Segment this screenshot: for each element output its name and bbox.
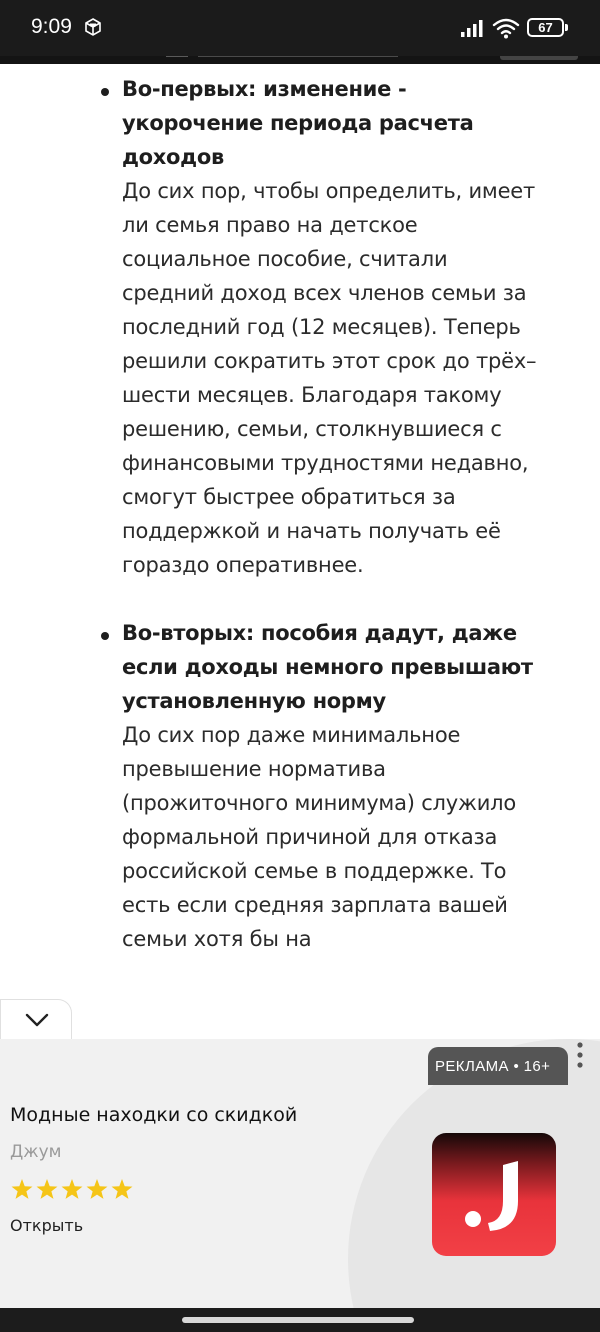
app-notification-icon xyxy=(84,18,102,36)
header-logo-fragment xyxy=(166,56,188,57)
item-heading: Во-первых: изменение - укорочение периода расчета доходов xyxy=(122,77,474,169)
advertiser-logo[interactable] xyxy=(432,1133,556,1256)
item-body: До сих пор даже минимальное превышение норматива (прожиточного минимума) служило формальной причиной для отказа российской семье в поддержке. То есть если средняя зарплата вашей семьи хотя бы на xyxy=(122,723,517,951)
rating-stars xyxy=(10,1178,134,1202)
chevron-down-icon xyxy=(25,1012,49,1028)
ad-label: РЕКЛАМА • 16+ xyxy=(435,1058,551,1075)
status-bar xyxy=(0,0,600,56)
article-content xyxy=(0,64,600,1044)
star-icon xyxy=(37,1179,58,1199)
battery-icon xyxy=(527,18,564,37)
list-item xyxy=(0,616,600,956)
star-icon xyxy=(112,1179,133,1199)
item-heading: Во-вторых: пособия дадут, даже если доходы немного превышают установленную норму xyxy=(122,621,533,713)
header-title-fragment xyxy=(198,56,398,57)
wifi-icon xyxy=(492,17,520,39)
star-icon xyxy=(12,1179,33,1199)
list-item xyxy=(0,72,600,582)
signal-icon xyxy=(460,19,486,37)
header-button-fragment[interactable] xyxy=(500,56,578,60)
article-list xyxy=(0,72,600,956)
status-time: 9:09 xyxy=(31,15,72,38)
home-gesture-handle[interactable] xyxy=(182,1317,414,1323)
joom-logo-icon xyxy=(432,1133,556,1256)
battery-level: 67 xyxy=(538,20,553,35)
more-options-icon[interactable] xyxy=(575,1041,585,1071)
ad-advertiser: Джум xyxy=(10,1142,62,1162)
ad-title[interactable]: Модные находки со скидкой xyxy=(10,1104,298,1126)
item-body: До сих пор, чтобы определить, имеет ли семья право на детское социальное пособие, считали средний доход всех членов семьи за последний год (12 месяцев). Теперь решили сократить этот срок до трёх–шести месяцев. Благодаря такому решению, семьи, столкнувшиеся с финансовыми трудностями недавно, смогут быстрее обратиться за поддержкой и начать получать её гораздо оперативнее. xyxy=(122,179,537,577)
collapse-ad-button[interactable] xyxy=(0,999,72,1039)
star-icon xyxy=(62,1179,83,1199)
open-ad-button[interactable]: Открыть xyxy=(10,1216,84,1235)
bullet-icon xyxy=(101,632,109,640)
star-icon xyxy=(87,1179,108,1199)
page-header-strip xyxy=(0,56,600,64)
bullet-icon xyxy=(101,88,109,96)
